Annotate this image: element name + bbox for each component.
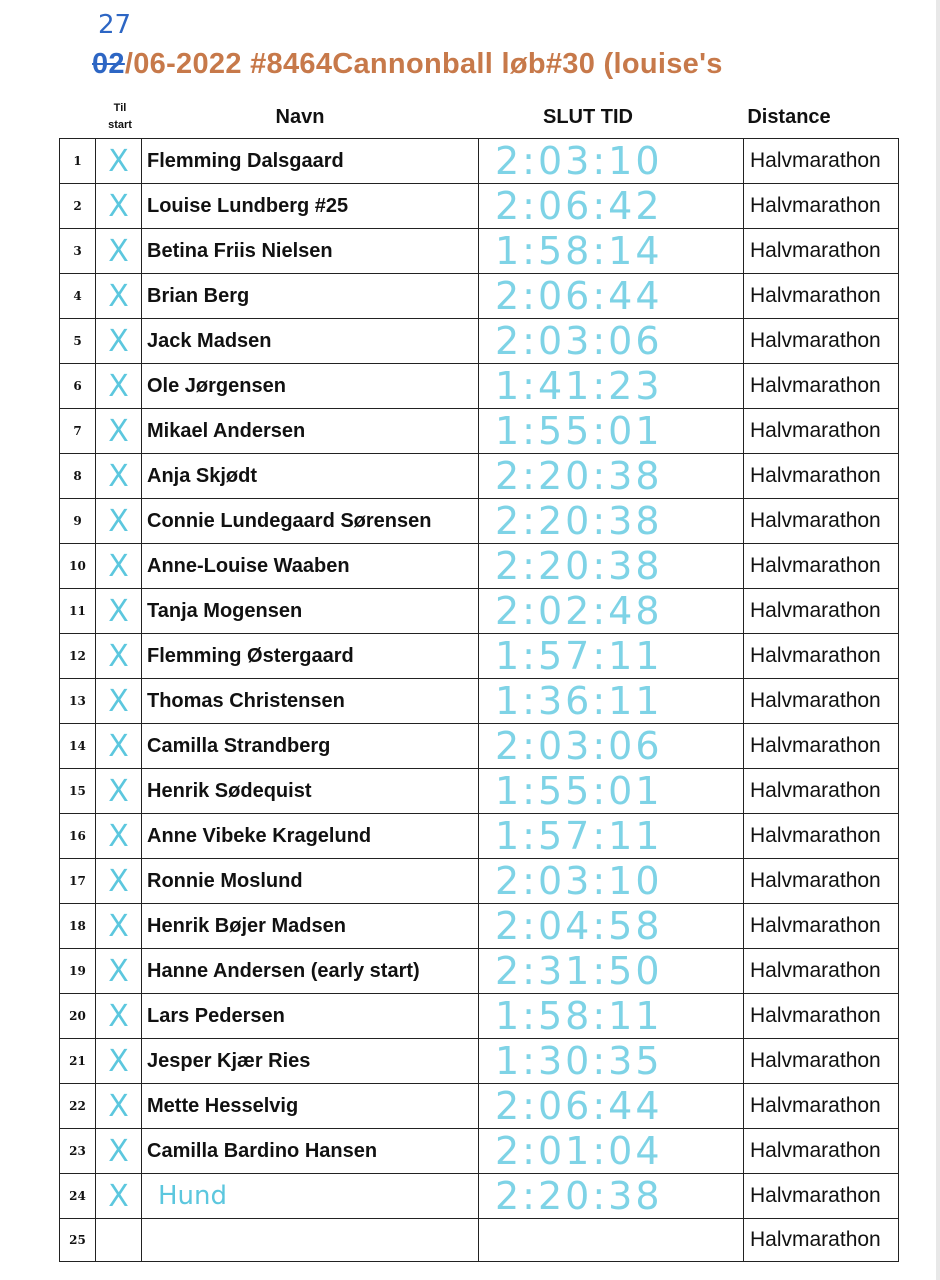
- finish-time: 2:01:04: [479, 1129, 744, 1174]
- table-row: [60, 634, 899, 679]
- distance-cell: Halvmarathon: [744, 1129, 899, 1174]
- start-check-mark: [96, 1219, 142, 1262]
- distance-cell: Halvmarathon: [744, 319, 899, 364]
- runner-name: Tanja Mogensen: [142, 589, 479, 634]
- runner-name: Ronnie Moslund: [142, 859, 479, 904]
- table-row: [60, 1129, 899, 1174]
- finish-time: 2:31:50: [479, 949, 744, 994]
- table-row: [60, 364, 899, 409]
- table-row: [60, 904, 899, 949]
- distance-cell: Halvmarathon: [744, 1219, 899, 1262]
- runner-name: Hanne Andersen (early start): [142, 949, 479, 994]
- table-row: [60, 274, 899, 319]
- finish-time: 1:57:11: [479, 814, 744, 859]
- row-number: 5: [60, 319, 96, 364]
- finish-time: 1:58:14: [479, 229, 744, 274]
- runner-name: Anne-Louise Waaben: [142, 544, 479, 589]
- page-title: [92, 48, 723, 81]
- start-check-mark: X: [96, 139, 142, 184]
- finish-time: 2:03:10: [479, 139, 744, 184]
- runner-name: Anne Vibeke Kragelund: [142, 814, 479, 859]
- header-til-line2: start: [108, 119, 132, 131]
- runner-name: Flemming Dalsgaard: [142, 139, 479, 184]
- distance-cell: Halvmarathon: [744, 949, 899, 994]
- handwritten-date-correction: 27: [98, 10, 132, 40]
- row-number: 23: [60, 1129, 96, 1174]
- row-number: 11: [60, 589, 96, 634]
- table-row: [60, 1084, 899, 1129]
- runner-name: Ole Jørgensen: [142, 364, 479, 409]
- finish-time: 2:03:06: [479, 319, 744, 364]
- finish-time: 2:20:38: [479, 544, 744, 589]
- finish-time: 2:03:10: [479, 859, 744, 904]
- header-distance: Distance: [747, 106, 831, 128]
- row-number: 8: [60, 454, 96, 499]
- start-check-mark: X: [96, 814, 142, 859]
- distance-cell: Halvmarathon: [744, 409, 899, 454]
- runner-name: Brian Berg: [142, 274, 479, 319]
- header-time: SLUT TID: [543, 106, 633, 128]
- start-check-mark: X: [96, 409, 142, 454]
- distance-cell: Halvmarathon: [744, 634, 899, 679]
- distance-cell: Halvmarathon: [744, 139, 899, 184]
- distance-cell: Halvmarathon: [744, 454, 899, 499]
- start-check-mark: X: [96, 1129, 142, 1174]
- distance-cell: Halvmarathon: [744, 499, 899, 544]
- start-check-mark: X: [96, 679, 142, 724]
- distance-cell: Halvmarathon: [744, 1174, 899, 1219]
- table-row: [60, 544, 899, 589]
- start-check-mark: X: [96, 904, 142, 949]
- row-number: 13: [60, 679, 96, 724]
- finish-time: 1:55:01: [479, 769, 744, 814]
- table-row: [60, 949, 899, 994]
- start-check-mark: X: [96, 319, 142, 364]
- finish-time: 2:04:58: [479, 904, 744, 949]
- runner-name: [142, 1219, 479, 1262]
- row-number: 16: [60, 814, 96, 859]
- table-row: [60, 139, 899, 184]
- distance-cell: Halvmarathon: [744, 769, 899, 814]
- runner-name: Betina Friis Nielsen: [142, 229, 479, 274]
- header-name: Navn: [275, 106, 325, 128]
- row-number: 24: [60, 1174, 96, 1219]
- finish-time: [479, 1219, 744, 1262]
- distance-cell: Halvmarathon: [744, 679, 899, 724]
- table-row: [60, 499, 899, 544]
- start-check-mark: X: [96, 274, 142, 319]
- row-number: 9: [60, 499, 96, 544]
- runner-name: Camilla Strandberg: [142, 724, 479, 769]
- row-number: 7: [60, 409, 96, 454]
- title-text: /06-2022 #8464Cannonball løb#30 (louise's: [124, 48, 723, 80]
- start-check-mark: X: [96, 544, 142, 589]
- row-number: 15: [60, 769, 96, 814]
- distance-cell: Halvmarathon: [744, 229, 899, 274]
- row-number: 14: [60, 724, 96, 769]
- distance-cell: Halvmarathon: [744, 859, 899, 904]
- table-row: [60, 679, 899, 724]
- runner-name: Connie Lundegaard Sørensen: [142, 499, 479, 544]
- runner-name: Flemming Østergaard: [142, 634, 479, 679]
- finish-time: 2:20:38: [479, 1174, 744, 1219]
- distance-cell: Halvmarathon: [744, 184, 899, 229]
- table-row: [60, 724, 899, 769]
- distance-cell: Halvmarathon: [744, 589, 899, 634]
- runner-table: [59, 138, 899, 1262]
- finish-time: 2:20:38: [479, 454, 744, 499]
- start-check-mark: X: [96, 994, 142, 1039]
- distance-cell: Halvmarathon: [744, 1039, 899, 1084]
- finish-time: 1:30:35: [479, 1039, 744, 1084]
- finish-time: 1:57:11: [479, 634, 744, 679]
- row-number: 1: [60, 139, 96, 184]
- start-check-mark: X: [96, 724, 142, 769]
- runner-name: Louise Lundberg #25: [142, 184, 479, 229]
- struck-day: 02: [92, 48, 125, 80]
- runner-name: Anja Skjødt: [142, 454, 479, 499]
- finish-time: 2:03:06: [479, 724, 744, 769]
- finish-time: 1:58:11: [479, 994, 744, 1039]
- distance-cell: Halvmarathon: [744, 544, 899, 589]
- table-row: [60, 814, 899, 859]
- finish-time: 1:55:01: [479, 409, 744, 454]
- start-check-mark: X: [96, 769, 142, 814]
- row-number: 17: [60, 859, 96, 904]
- start-check-mark: X: [96, 949, 142, 994]
- start-check-mark: X: [96, 499, 142, 544]
- start-check-mark: X: [96, 454, 142, 499]
- finish-time: 2:02:48: [479, 589, 744, 634]
- row-number: 25: [60, 1219, 96, 1262]
- table-row: [60, 454, 899, 499]
- table-row: [60, 184, 899, 229]
- row-number: 6: [60, 364, 96, 409]
- runner-name: Jack Madsen: [142, 319, 479, 364]
- table-row: [60, 994, 899, 1039]
- finish-time: 2:06:42: [479, 184, 744, 229]
- table-row: [60, 1039, 899, 1084]
- start-check-mark: X: [96, 229, 142, 274]
- row-number: 2: [60, 184, 96, 229]
- distance-cell: Halvmarathon: [744, 724, 899, 769]
- row-number: 3: [60, 229, 96, 274]
- row-number: 21: [60, 1039, 96, 1084]
- start-check-mark: X: [96, 184, 142, 229]
- distance-cell: Halvmarathon: [744, 274, 899, 319]
- start-check-mark: X: [96, 1039, 142, 1084]
- start-check-mark: X: [96, 859, 142, 904]
- runner-name: Henrik Bøjer Madsen: [142, 904, 479, 949]
- table-row: [60, 589, 899, 634]
- row-number: 20: [60, 994, 96, 1039]
- start-check-mark: X: [96, 634, 142, 679]
- runner-name: Henrik Sødequist: [142, 769, 479, 814]
- distance-cell: Halvmarathon: [744, 1084, 899, 1129]
- distance-cell: Halvmarathon: [744, 904, 899, 949]
- start-check-mark: X: [96, 364, 142, 409]
- header-til-start: [98, 100, 142, 134]
- start-check-mark: X: [96, 1174, 142, 1219]
- runner-name: Mette Hesselvig: [142, 1084, 479, 1129]
- start-check-mark: X: [96, 589, 142, 634]
- table-row: [60, 769, 899, 814]
- runner-name: Thomas Christensen: [142, 679, 479, 724]
- table-row: [60, 229, 899, 274]
- finish-time: 2:06:44: [479, 274, 744, 319]
- runner-name: Hund: [142, 1174, 479, 1219]
- page-edge: [936, 0, 940, 1280]
- runner-name: Jesper Kjær Ries: [142, 1039, 479, 1084]
- table-row: [60, 859, 899, 904]
- runner-name: Camilla Bardino Hansen: [142, 1129, 479, 1174]
- row-number: 10: [60, 544, 96, 589]
- distance-cell: Halvmarathon: [744, 364, 899, 409]
- table-row: [60, 1219, 899, 1262]
- runner-name: Mikael Andersen: [142, 409, 479, 454]
- distance-cell: Halvmarathon: [744, 994, 899, 1039]
- header-til-line1: Til: [113, 102, 127, 114]
- row-number: 12: [60, 634, 96, 679]
- row-number: 4: [60, 274, 96, 319]
- finish-time: 2:06:44: [479, 1084, 744, 1129]
- table-row: [60, 409, 899, 454]
- table-row: [60, 1174, 899, 1219]
- finish-time: 1:41:23: [479, 364, 744, 409]
- runner-name: Lars Pedersen: [142, 994, 479, 1039]
- finish-time: 2:20:38: [479, 499, 744, 544]
- row-number: 22: [60, 1084, 96, 1129]
- table-row: [60, 319, 899, 364]
- row-number: 18: [60, 904, 96, 949]
- start-check-mark: X: [96, 1084, 142, 1129]
- row-number: 19: [60, 949, 96, 994]
- finish-time: 1:36:11: [479, 679, 744, 724]
- distance-cell: Halvmarathon: [744, 814, 899, 859]
